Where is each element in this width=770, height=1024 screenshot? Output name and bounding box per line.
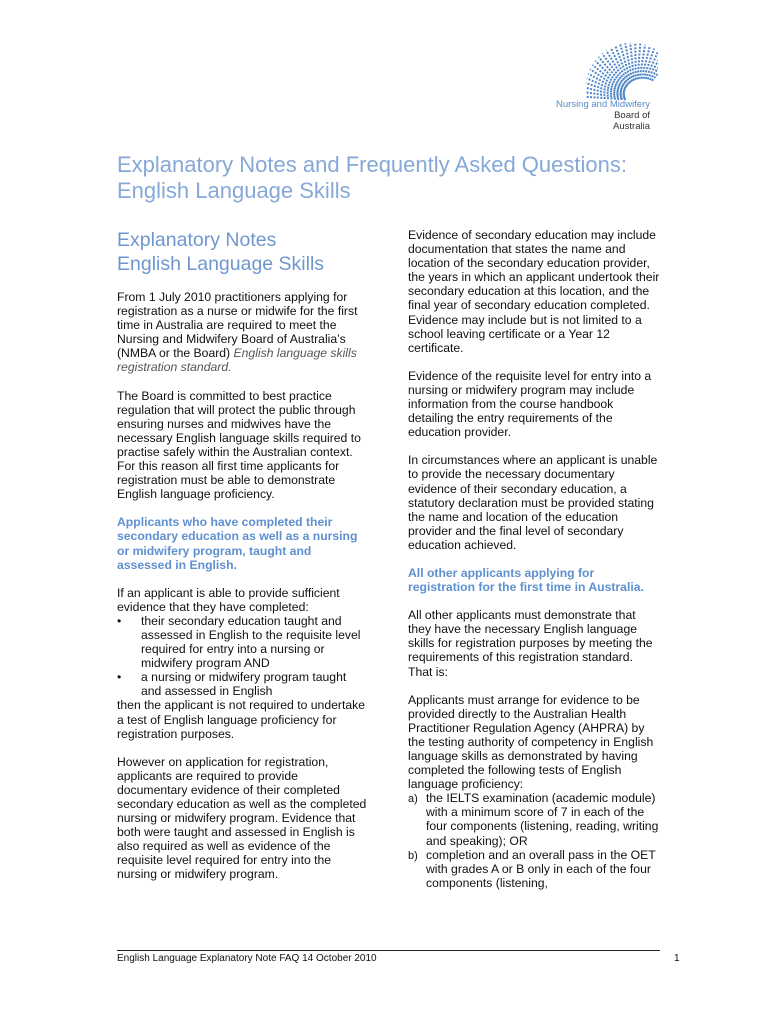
paragraph: In circumstances where an applicant is unable to provide the necessary documentary evidence of their secondary education, a statutory declaration must be provided stating the name and location of the education provider and the final level of secondary education achieved. [408,453,658,552]
paragraph-text: If an applicant is able to provide sufficient evidence that they have completed: [117,585,340,614]
list-item-text: their secondary education taught and assessed in English to the requisite level required for entry into a nursing or midwifery program AND [141,613,361,671]
list-item-text: completion and an overall pass in the OET with grades A or B only in each of the four components (listening, [426,847,656,890]
paragraph-text: From 1 July 2010 practitioners applying for registration as a nurse or midwife for the first time in Australia are required to meet the Nursing and Midwifery Board of Australia’s (NMBA or the Board) [117,290,358,361]
list-marker: b) [408,849,418,862]
paragraph: Evidence of the requisite level for entry into a nursing or midwifery program may include information from the course handbook detailing the entry requirements of the education provider. [408,368,652,440]
right-column [408,228,660,890]
section-heading-line-1: Explanatory Notes [117,229,277,251]
list-marker: a) [408,793,418,806]
bullet-list [117,614,367,699]
logo-line-3: Australia [613,121,650,132]
bullet-icon: • [117,613,122,628]
paragraph: Applicants must arrange for evidence to be provided directly to the Australian Health Practitioner Regulation Agency (AHPRA) by the testing authority of competency in English language skills as demonstrated by having completed the following tests of English language proficiency: [408,692,654,792]
standard-title: English language skills registration standard. [117,346,357,375]
paragraph: The Board is committed to best practice regulation that will protect the public through ensuring nurses and midwives have the necessary English language skills required to practise safely within the Australian context. For this reason all first time applicants for registration must be able to demonstrate English language proficiency. [117,388,361,502]
list-item [117,670,367,698]
document-title [117,152,717,204]
list-item [117,614,367,670]
paragraph [117,290,367,375]
subheading: All other applicants applying for registration for the first time in Australia. [408,565,644,595]
subheading: Applicants who have completed their secondary education as well as a nursing or midwifery program, taught and assessed in English. [117,515,358,572]
fan-ray [630,43,634,81]
title-line-2: English Language Skills [117,178,351,203]
left-column [117,228,367,896]
footer-divider [117,950,660,951]
paragraph: Evidence of secondary education may include documentation that states the name and location of the secondary education provider, the years in which an applicant undertook their secondary education at this location, and the final year of secondary education completed. Evidence may include but is not limited to a school leaving certificate or a Year 12 certificate. [408,228,660,355]
bullet-icon: • [117,670,122,685]
paragraph [117,586,367,614]
list-item [408,848,660,890]
page-number: 1 [674,953,680,964]
section-heading-line-2: English Language Skills [117,253,325,275]
title-line-1: Explanatory Notes and Frequently Asked Questions: [117,152,627,177]
logo-text [536,99,650,132]
test-list [408,791,660,890]
list-item-text: the IELTS examination (academic module) with a minimum score of 7 in each of the four components (listening, reading, writing and speaking); OR [426,791,659,848]
nmba-logo [528,38,658,138]
logo-line-2: Board of [614,110,650,121]
paragraph: All other applicants must demonstrate that they have the necessary English language skills for registration purposes by meeting the requirements of this registration standard. That is: [408,608,653,679]
logo-line-1: Nursing and Midwifery [556,99,650,110]
footer-text: English Language Explanatory Note FAQ 14 October 2010 [117,953,377,964]
list-item [408,791,660,847]
section-heading [117,228,367,276]
fan-logo-icon [558,38,658,100]
list-item-text: a nursing or midwifery program taught and assessed in English [141,670,347,699]
paragraph: then the applicant is not required to undertake a test of English language proficiency for registration purposes. [117,698,365,741]
paragraph: However on application for registration, applicants are required to provide documentary evidence of their completed secondary education as well as the completed nursing or midwifery program. Evidence that both were taught and assessed in English is also required as well as evidence of the requisite level required for entry into the nursing or midwifery program. [117,754,367,882]
